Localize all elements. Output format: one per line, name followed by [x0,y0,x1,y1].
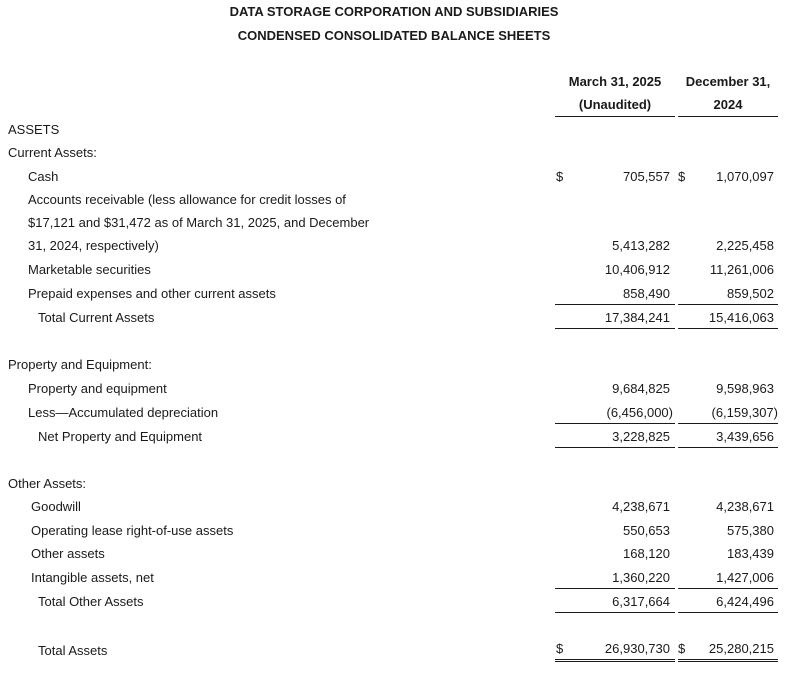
col1-header-line2: (Unaudited) [578,97,652,112]
net-pe-label: Net Property and Equipment [38,429,203,444]
grand-total-double-rule [555,659,675,662]
col1-header-rule [555,116,675,117]
subtotal-rule [678,304,778,305]
pe-value-2025: 9,684,825 [612,381,670,396]
total-assets-value-2025: 26,930,730 [604,641,670,656]
intangible-value-2025: 1,360,220 [612,570,670,585]
pe-value-2024: 9,598,963 [716,381,774,396]
other-assets-heading: Other Assets: [8,476,87,491]
goodwill-value-2025: 4,238,671 [612,499,670,514]
prepaid-value-2025: 858,490 [623,286,670,301]
total-rule [678,447,778,448]
depreciation-value-2025: (6,456,000) [606,405,673,420]
ar-label-line1: Accounts receivable (less allowance for credit losses of [28,192,346,207]
subtotal-rule [678,588,778,589]
other-assets-label: Other assets [31,546,105,561]
total-rule [678,328,778,329]
total-rule [555,328,675,329]
statement-title: CONDENSED CONSOLIDATED BALANCE SHEETS [237,28,551,43]
total-assets-value-2024: 25,280,215 [708,641,774,656]
total-other-value-2024: 6,424,496 [716,594,774,609]
rou-value-2025: 550,653 [623,523,670,538]
total-assets-label: Total Assets [38,643,108,658]
total-other-value-2025: 6,317,664 [612,594,670,609]
rou-value-2024: 575,380 [727,523,774,538]
current-assets-heading: Current Assets: [8,145,97,160]
cash-value-2024: 1,070,097 [716,169,774,184]
total-other-label: Total Other Assets [38,594,144,609]
goodwill-value-2024: 4,238,671 [716,499,774,514]
total-rule [555,612,675,613]
currency-symbol: $ [556,169,564,184]
intangible-label: Intangible assets, net [31,570,154,585]
ar-value-2024: 2,225,458 [716,238,774,253]
grand-total-double-rule [678,659,778,662]
col1-header-line1: March 31, 2025 [568,74,662,89]
net-pe-value-2024: 3,439,656 [716,429,774,444]
subtotal-rule [555,588,675,589]
marketable-value-2025: 10,406,912 [604,262,670,277]
subtotal-rule [678,423,778,424]
subtotal-rule [555,423,675,424]
marketable-value-2024: 11,261,006 [709,262,774,277]
total-current-label: Total Current Assets [38,310,155,325]
prepaid-value-2024: 859,502 [727,286,774,301]
col2-header-rule [678,116,778,117]
other-assets-value-2025: 168,120 [623,546,670,561]
other-assets-value-2024: 183,439 [727,546,774,561]
total-rule [555,447,675,448]
ar-label-line3: 31, 2024, respectively) [28,238,159,253]
pe-label: Property and equipment [28,381,167,396]
net-pe-value-2025: 3,228,825 [612,429,670,444]
currency-symbol: $ [678,641,686,656]
goodwill-label: Goodwill [31,499,81,514]
prepaid-label: Prepaid expenses and other current assets [28,286,276,301]
intangible-value-2024: 1,427,006 [716,570,774,585]
ar-value-2025: 5,413,282 [612,238,670,253]
cash-value-2025: 705,557 [623,169,670,184]
depreciation-label: Less—Accumulated depreciation [28,405,219,420]
cash-label: Cash [28,169,59,184]
total-rule [678,612,778,613]
currency-symbol: $ [556,641,564,656]
rou-label: Operating lease right-of-use assets [31,523,234,538]
currency-symbol: $ [678,169,686,184]
col2-header-line1: December 31, [685,74,771,89]
subtotal-rule [555,304,675,305]
total-current-value-2025: 17,384,241 [604,310,670,325]
assets-heading: ASSETS [8,122,60,137]
depreciation-value-2024: (6,159,307) [711,405,778,420]
property-heading: Property and Equipment: [8,357,152,372]
col2-header-line2: 2024 [713,97,743,112]
company-title: DATA STORAGE CORPORATION AND SUBSIDIARIES [229,4,559,19]
total-current-value-2024: 15,416,063 [708,310,774,325]
ar-label-line2: $17,121 and $31,472 as of March 31, 2025, and December [28,215,370,230]
marketable-label: Marketable securities [28,262,151,277]
